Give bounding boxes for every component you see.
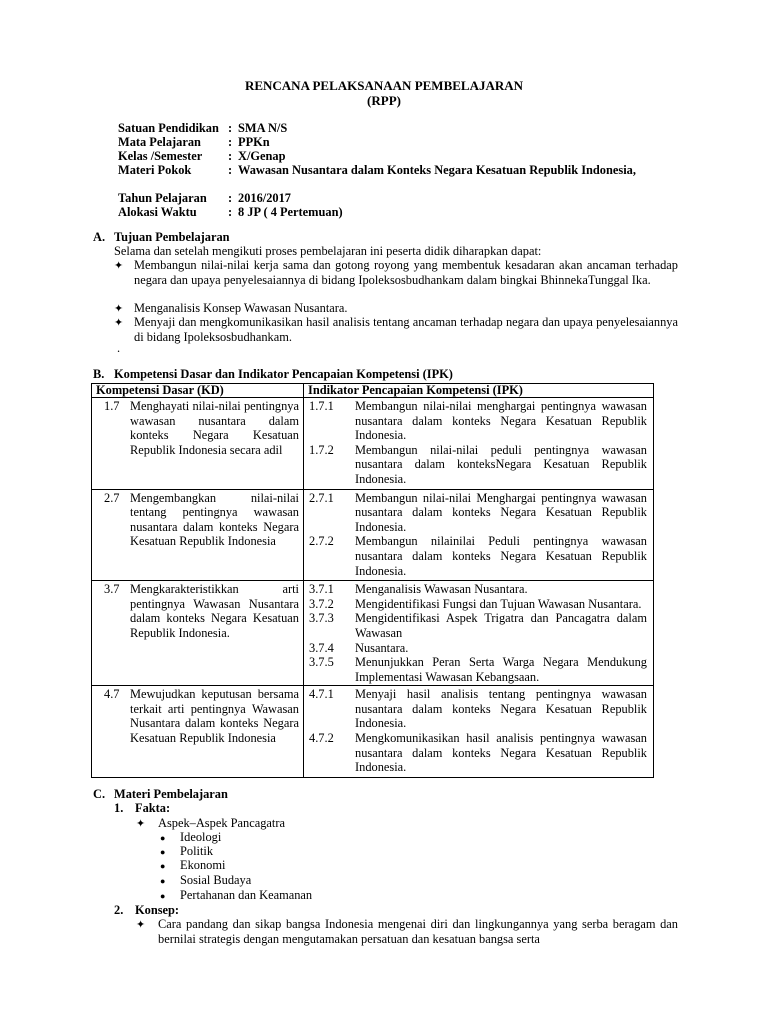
list-item: Sosial Budaya	[180, 873, 252, 887]
list-item: Politik	[180, 844, 214, 858]
info-value: X/Genap	[238, 149, 286, 163]
kd-text: Mengkarakteristikkan arti pentingnya Wawasan Nusantara dalam konteks Negara Kesatuan Republik Indonesia.	[130, 582, 299, 640]
info-row-satuan	[118, 121, 658, 136]
info-row-materi	[118, 163, 658, 193]
bullet-icon: ●	[160, 861, 166, 871]
section-a-intro: Selama dan setelah mengikuti proses pembelajaran ini peserta didik diharapkan dapat:	[114, 244, 542, 258]
info-value: SMA N/S	[238, 121, 288, 135]
ipk-item: 3.7.4 Nusantara.	[309, 640, 409, 655]
bullet-icon: ●	[160, 833, 166, 843]
ipk-cell	[304, 686, 654, 778]
fakta-title: Fakta:	[135, 801, 171, 815]
section-b-heading: B. Kompetensi Dasar dan Indikator Pencapaian Kompetensi (IPK)	[93, 367, 453, 381]
section-c-heading: C. Materi Pembelajaran	[93, 787, 228, 801]
info-colon: :	[228, 163, 233, 177]
bullet-icon: ●	[160, 847, 166, 857]
four-point-star-icon: ✦	[114, 317, 124, 329]
info-value: Wawasan Nusantara dalam Konteks Negara Kesatuan Republik Indonesia,	[238, 163, 636, 177]
info-label: Alokasi Waktu	[118, 205, 197, 219]
table-header-row	[92, 384, 654, 398]
kd-cell	[92, 686, 304, 778]
kd-number: 1.7	[104, 399, 120, 413]
info-value: 2016/2017	[238, 191, 292, 205]
table-row	[92, 581, 654, 686]
ipk-item: 4.7.1 Menyaji hasil analisis tentang pentingnya wawasan nusantara dalam konteks Negara Kesatuan Republik Indonesia.	[309, 687, 647, 731]
trailing-dot: .	[117, 341, 121, 355]
info-label: Kelas /Semester	[118, 149, 203, 163]
kd-text: Mewujudkan keputusan bersama terkait arti pentingnya Wawasan Nusantara dalam konteks Negara Kesatuan Republik Indonesia	[130, 687, 299, 746]
column-header-kd: Kompetensi Dasar (KD)	[92, 384, 304, 398]
kd-number: 4.7	[104, 687, 120, 702]
info-label: Mata Pelajaran	[118, 135, 201, 149]
kd-text: Menghayati nilai-nilai pentingnya wawasan nusantara dalam konteks Negara Kesatuan Republik Indonesia secara adil	[130, 399, 299, 457]
info-row-tahun	[118, 191, 658, 206]
objective-item: Menganalisis Konsep Wawasan Nusantara.	[134, 301, 348, 315]
info-label: Materi Pokok	[118, 163, 192, 177]
kd-cell	[92, 581, 304, 686]
ipk-item: 1.7.2 Membangun nilai-nilai peduli pentingnya wawasan nusantara dalam konteksNegara Kesatuan Republik Indonesia.	[309, 442, 647, 486]
info-row-alokasi	[118, 205, 658, 220]
info-colon: :	[228, 149, 233, 163]
four-point-star-icon: ✦	[114, 303, 124, 315]
four-point-star-icon: ✦	[136, 818, 146, 830]
kd-cell	[92, 489, 304, 581]
info-value: PPKn	[238, 135, 270, 149]
ipk-item: 3.7.3 Mengidentifikasi Aspek Trigatra dan Pancagatra dalam Wawasan	[309, 611, 647, 640]
objective-item: Membangun nilai-nilai kerja sama dan gotong royong yang membentuk kesadaran akan ancaman terhadap negara dan upaya penyelesaiannya di bidang Ipoleksosbudhankam dalam bingkai BhinnekaTunggal Ika.	[134, 258, 678, 287]
section-a-heading: A. Tujuan Pembelajaran	[93, 230, 230, 244]
info-row-kelas	[118, 149, 658, 164]
table-row	[92, 398, 654, 490]
ipk-item: 2.7.1 Membangun nilai-nilai Menghargai pentingnya wawasan nusantara dalam konteks Negara Kesatuan Republik Indonesia.	[309, 490, 647, 534]
info-row-mapel	[118, 135, 658, 150]
kd-number: 2.7	[104, 490, 120, 505]
info-colon: :	[228, 121, 233, 135]
table-row	[92, 489, 654, 581]
document-title: RENCANA PELAKSANAAN PEMBELAJARAN	[244, 78, 524, 93]
info-colon: :	[228, 205, 233, 219]
ipk-cell	[304, 398, 654, 490]
fakta-item: Aspek–Aspek Pancagatra	[158, 816, 285, 830]
ipk-item: 3.7.5 Menunjukkan Peran Serta Warga Negara Mendukung Implementasi Wawasan Kebangsaan.	[309, 655, 647, 684]
ipk-item: 2.7.2 Membangun nilainilai Peduli pentingnya wawasan nusantara dalam konteks Negara Kesatuan Republik Indonesia.	[309, 534, 647, 578]
konsep-text: Cara pandang dan sikap bangsa Indonesia mengenai diri dan lingkungannya yang serba beragam dan bernilai strategis dengan mengutamakan persatuan dan kesatuan bangsa serta	[158, 917, 678, 946]
document-subtitle: (RPP)	[367, 93, 401, 108]
list-item: Ideologi	[180, 830, 222, 844]
ipk-item: 4.7.2 Mengkomunikasikan hasil analisis pentingnya wawasan nusantara dalam konteks Negara Kesatuan Republik Indonesia.	[309, 731, 647, 775]
table-row	[92, 686, 654, 778]
info-label: Tahun Pelajaran	[118, 191, 207, 205]
info-value: 8 JP ( 4 Pertemuan)	[238, 205, 343, 219]
kd-cell	[92, 398, 304, 490]
info-colon: :	[228, 135, 233, 149]
competency-table	[91, 383, 654, 778]
list-item: Ekonomi	[180, 858, 226, 872]
konsep-number: 2.	[114, 903, 124, 917]
info-label: Satuan Pendidikan	[118, 121, 219, 135]
four-point-star-icon: ✦	[114, 260, 124, 272]
objective-item: Menyaji dan mengkomunikasikan hasil analisis tentang ancaman terhadap negara dan upaya penyelesaiannya di bidang Ipoleksosbudhankam.	[134, 315, 678, 344]
list-item: Pertahanan dan Keamanan	[180, 888, 313, 902]
kd-text: Mengembangkan nilai-nilai tentang pentingnya wawasan nusantara dalam konteks Negara Kesatuan Republik Indonesia	[130, 490, 299, 549]
fakta-number: 1.	[114, 801, 124, 815]
column-header-ipk: Indikator Pencapaian Kompetensi (IPK)	[304, 384, 654, 398]
ipk-item: 3.7.2 Mengidentifikasi Fungsi dan Tujuan Wawasan Nusantara.	[309, 596, 642, 611]
ipk-cell	[304, 489, 654, 581]
ipk-cell	[304, 581, 654, 686]
ipk-item: 3.7.1 Menganalisis Wawasan Nusantara.	[309, 582, 528, 597]
kd-number: 3.7	[104, 582, 120, 597]
konsep-title: Konsep:	[135, 903, 180, 917]
ipk-item: 1.7.1 Membangun nilai-nilai menghargai pentingnya wawasan nusantara dalam konteks Negara Kesatuan Republik Indonesia.	[309, 399, 647, 443]
info-colon: :	[228, 191, 233, 205]
bullet-icon: ●	[160, 891, 166, 901]
four-point-star-icon: ✦	[136, 919, 146, 931]
bullet-icon: ●	[160, 876, 166, 886]
